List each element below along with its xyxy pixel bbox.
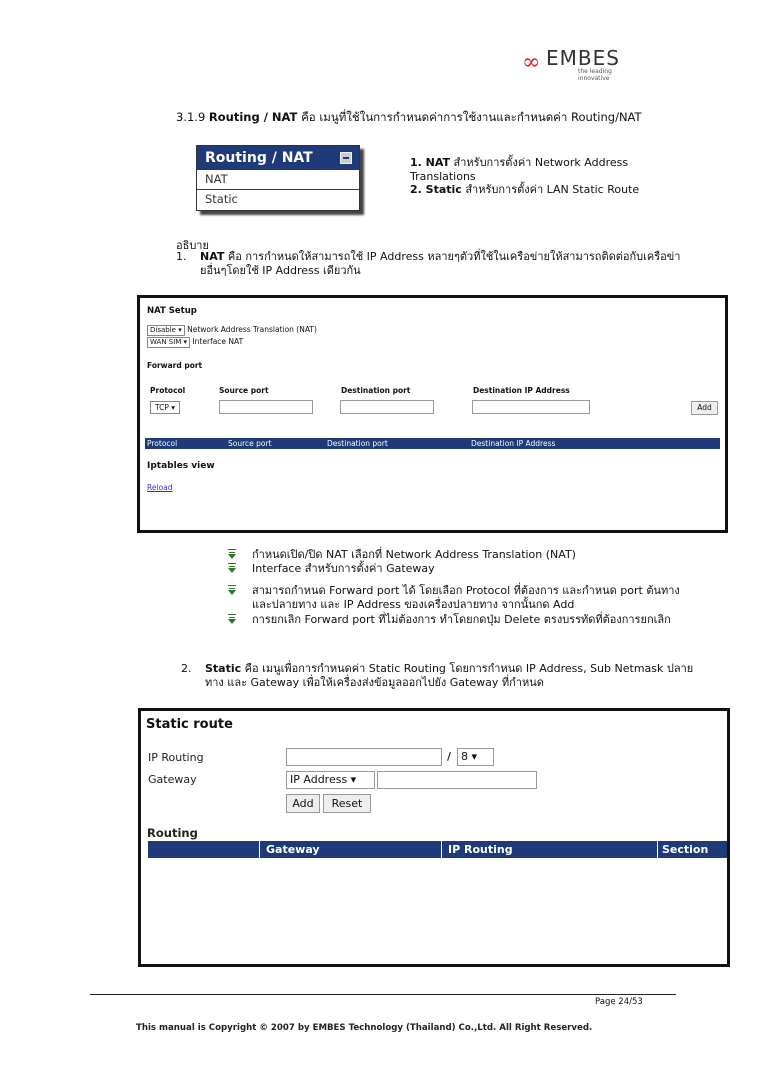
item-bold: Static <box>205 662 242 675</box>
bullet-item <box>228 562 698 576</box>
section-description: คือ เมนูที่ใช้ในการกำหนดค่าการใช้งานและกำหนดค่า Routing/NAT <box>297 110 642 124</box>
bullet-item <box>228 613 698 627</box>
iptables-title: Iptables view <box>147 461 215 471</box>
reload-link[interactable]: Reload <box>147 483 173 492</box>
th-section: Section <box>662 843 709 856</box>
routing-nat-menu <box>196 145 360 211</box>
section-number: 3.1.9 <box>176 110 206 124</box>
static-route-title: Static route <box>146 717 233 732</box>
bullet-text: การยกเลิก Forward port ที่ไม่ต้องการ ทำโดยกดปุ่ม Delete ตรงบรรทัดที่ต้องการยกเลิก <box>252 613 671 626</box>
bullet-text: กำหนดเปิด/ปิด NAT เลือกที่ Network Address Translation (NAT) <box>252 548 576 561</box>
logo-tagline: the leading innovative <box>578 68 612 82</box>
page-number: Page 24/53 <box>595 997 643 1007</box>
add-forward-button[interactable]: Add <box>691 401 718 415</box>
desc-nat-text: สำหรับการตั้งค่า Network Address Translations <box>410 156 629 183</box>
copyright-notice: This manual is Copyright © 2007 by EMBES Technology (Thailand) Co.,Ltd. All Right Reserved. <box>136 1023 593 1033</box>
bullet-item <box>228 548 698 562</box>
arrow-down-bullet-icon <box>228 549 236 559</box>
ip-routing-label: IP Routing <box>148 751 204 764</box>
nat-setup-title: NAT Setup <box>147 306 197 316</box>
iface-select[interactable]: WAN SIM ▾ <box>147 337 190 348</box>
nat-enable-label: Network Address Translation (NAT) <box>187 325 317 334</box>
netmask-select[interactable]: 8 ▾ <box>457 748 494 766</box>
nat-enable-select[interactable]: Disable ▾ <box>147 325 185 336</box>
item-bold: NAT <box>200 250 225 263</box>
forward-table-header <box>145 438 720 449</box>
item-text: คือ เมนูเพื่อการกำหนดค่า Static Routing โดยการกำหนด IP Address, Sub Netmask ปลายทาง และ Gateway เพื่อให้เครื่องส่งข้อมูลออกไปยัง Gateway ที่กำหนด <box>205 662 694 689</box>
desc-nat-bold: 1. NAT <box>410 156 451 169</box>
th-gateway: Gateway <box>266 843 320 856</box>
arrow-down-bullet-icon <box>228 614 236 624</box>
col-divider <box>259 841 260 858</box>
gateway-label: Gateway <box>148 773 197 786</box>
forward-port-title: Forward port <box>147 361 203 370</box>
bullet-text: Interface สำหรับการตั้งค่า Gateway <box>252 562 435 575</box>
menu-item-nat[interactable]: NAT <box>197 170 359 190</box>
collapse-icon[interactable] <box>340 152 352 164</box>
logo-text: EMBES <box>546 46 620 70</box>
col-dest-ip-label: Destination IP Address <box>473 386 570 395</box>
col-source-label: Source port <box>219 386 269 395</box>
footer-rule <box>90 994 676 995</box>
item-text: คือ การกำหนดให้สามารถใช้ IP Address หลายๆตัวที่ใช้ในเครือข่ายให้สามารถติดต่อกับเครือข่ายอื่นๆโดยใช้ IP Address เดียวกัน <box>200 250 681 277</box>
th-dest-ip: Destination IP Address <box>471 439 556 448</box>
bullet-text: สามารถกำหนด Forward port ได้ โดยเลือก Protocol ที่ต้องการ และกำหนด port ต้นทางและปลายทาง และ IP Address ของเครื่องปลายทาง จากนั้นกด Add <box>252 584 680 611</box>
menu-header[interactable] <box>197 146 359 170</box>
th-ip-routing: IP Routing <box>448 843 513 856</box>
iface-label: Interface NAT <box>192 337 244 346</box>
item-number: 2. <box>181 662 192 675</box>
desc-static-text: สำหรับการตั้งค่า LAN Static Route <box>461 183 640 196</box>
embes-logo <box>522 46 632 82</box>
desc-static-bold: 2. Static <box>410 183 462 196</box>
explain-item-nat <box>176 250 696 278</box>
dest-ip-input[interactable] <box>472 400 590 414</box>
routing-table-header <box>148 841 727 858</box>
col-protocol-label: Protocol <box>150 386 186 395</box>
gateway-type-select[interactable]: IP Address ▾ <box>286 771 375 789</box>
explain-label: อธิบาย <box>176 239 209 252</box>
menu-title: Routing / NAT <box>205 150 313 166</box>
dest-port-input[interactable] <box>340 400 434 414</box>
arrow-down-bullet-icon <box>228 585 236 595</box>
ip-routing-input[interactable] <box>286 748 442 766</box>
protocol-select-wrap <box>150 401 180 414</box>
routing-title: Routing <box>147 826 198 840</box>
nat-row <box>147 325 317 336</box>
th-protocol: Protocol <box>147 439 178 448</box>
logo-mark-icon: ∞ <box>522 50 541 75</box>
slash-separator: / <box>447 750 452 763</box>
section-heading <box>176 109 642 127</box>
protocol-select[interactable]: TCP ▾ <box>150 401 180 414</box>
col-divider <box>657 841 658 858</box>
th-source: Source port <box>228 439 272 448</box>
section-name: Routing / NAT <box>208 110 298 124</box>
static-route-panel <box>138 708 730 967</box>
nat-setup-panel <box>137 295 728 533</box>
col-divider <box>441 841 442 858</box>
gateway-input[interactable] <box>377 771 537 789</box>
item-number: 1. <box>176 250 187 263</box>
reset-button[interactable]: Reset <box>323 794 371 813</box>
col-dest-port-label: Destination port <box>341 386 411 395</box>
menu-item-static[interactable]: Static <box>205 192 238 206</box>
th-dest-port: Destination port <box>327 439 388 448</box>
iface-row <box>147 337 243 348</box>
explain-item-static <box>181 662 701 690</box>
source-port-input[interactable] <box>219 400 313 414</box>
menu-description <box>410 156 680 197</box>
bullet-item <box>228 584 698 612</box>
arrow-down-bullet-icon <box>228 563 236 573</box>
add-route-button[interactable]: Add <box>286 794 320 813</box>
